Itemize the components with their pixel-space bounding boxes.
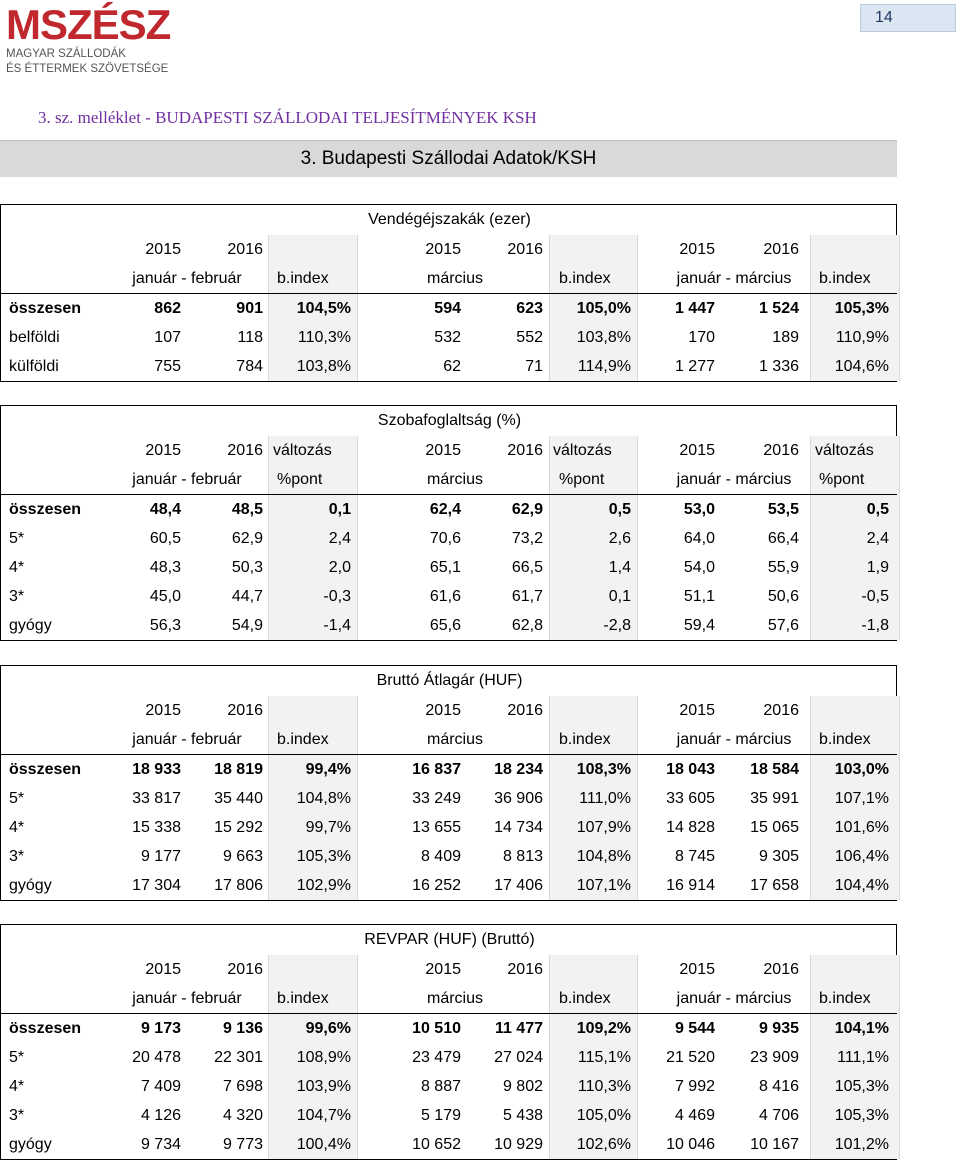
table-cell: 61,7 — [511, 587, 543, 605]
table-cell: 105,3% — [834, 299, 889, 317]
table-cell: 17 304 — [132, 876, 181, 894]
period-header-row — [1, 465, 896, 494]
row-label: gyógy — [9, 1135, 52, 1153]
year-header-cell: 2015 — [145, 960, 181, 978]
table-cell: 8 813 — [502, 847, 543, 865]
table-cell: 51,1 — [683, 587, 715, 605]
table-cell: 53,0 — [683, 500, 715, 518]
period-header-cell: március — [426, 989, 483, 1007]
table-row — [1, 553, 896, 582]
table-cell: 57,6 — [767, 616, 799, 634]
table-cell: 100,4% — [296, 1135, 351, 1153]
table-cell: 33 605 — [666, 789, 715, 807]
table-cell: 532 — [434, 328, 461, 346]
row-label: 4* — [9, 818, 25, 836]
year-header-cell: 2016 — [763, 240, 799, 258]
table-cell: 102,6% — [576, 1135, 631, 1153]
table-cell: 4 320 — [222, 1106, 263, 1124]
table-cell: 65,1 — [429, 558, 461, 576]
table-cell: 901 — [236, 299, 263, 317]
table-cell: 8 745 — [674, 847, 715, 865]
period-header-cell: %pont — [819, 470, 865, 488]
table-cell: 103,8% — [576, 328, 631, 346]
table-cell: 7 992 — [674, 1077, 715, 1095]
table-cell: 108,9% — [296, 1048, 351, 1066]
table-cell: 101,6% — [834, 818, 889, 836]
table-cell: 9 305 — [758, 847, 799, 865]
table-cell: 55,9 — [767, 558, 799, 576]
table-cell: 104,4% — [834, 876, 889, 894]
table-row — [1, 352, 896, 381]
row-label: gyógy — [9, 616, 52, 634]
table-cell: 10 652 — [412, 1135, 461, 1153]
row-label: 4* — [9, 558, 25, 576]
table-cell: 107,1% — [576, 876, 631, 894]
data-table — [0, 665, 897, 901]
row-label: 3* — [9, 587, 25, 605]
period-header-cell: március — [426, 730, 483, 748]
table-cell: 33 249 — [412, 789, 461, 807]
table-row — [1, 842, 896, 871]
period-header-cell: b.index — [819, 730, 871, 748]
table-cell: 103,0% — [834, 760, 889, 778]
table-cell: 189 — [772, 328, 799, 346]
table-cell: 4 126 — [140, 1106, 181, 1124]
data-table — [0, 924, 897, 1160]
row-label: gyógy — [9, 876, 52, 894]
table-cell: 18 933 — [132, 760, 181, 778]
table-cell: 70,6 — [429, 529, 461, 547]
table-cell: 105,3% — [834, 1106, 889, 1124]
table-cell: -2,8 — [603, 616, 631, 634]
table-cell: 862 — [154, 299, 181, 317]
table-cell: 21 520 — [666, 1048, 715, 1066]
logo-mark: MSZÉSZ — [6, 1, 171, 48]
table-cell: 73,2 — [511, 529, 543, 547]
table-cell: 62,9 — [511, 500, 543, 518]
data-table — [0, 405, 897, 641]
row-label: összesen — [9, 1019, 82, 1037]
table-cell: 20 478 — [132, 1048, 181, 1066]
period-header-cell: január - február — [132, 730, 242, 748]
period-header-cell: január - február — [132, 269, 242, 287]
table-cell: 110,9% — [835, 328, 889, 346]
table-cell: 18 584 — [750, 760, 799, 778]
table-cell: 108,3% — [576, 760, 631, 778]
table-cell: 8 887 — [420, 1077, 461, 1095]
year-header-cell: 2016 — [227, 701, 263, 719]
table-cell: 10 046 — [666, 1135, 715, 1153]
table-row — [1, 813, 896, 842]
table-cell: 44,7 — [231, 587, 263, 605]
table-cell: 105,0% — [576, 299, 631, 317]
table-cell: 4 469 — [674, 1106, 715, 1124]
year-header-cell: 2016 — [227, 441, 263, 459]
table-title-row — [1, 925, 896, 955]
period-header-cell: január - március — [676, 730, 792, 748]
section-banner: 3. Budapesti Szállodai Adatok/KSH — [0, 140, 897, 177]
table-cell: 8 409 — [420, 847, 461, 865]
table-cell: 111,1% — [837, 1048, 889, 1066]
table-cell: 1 447 — [674, 299, 715, 317]
table-cell: 99,7% — [305, 818, 351, 836]
table-cell: -1,8 — [861, 616, 889, 634]
table-cell: 62 — [443, 357, 461, 375]
table-cell: 9 734 — [140, 1135, 181, 1153]
table-cell: 0,5 — [608, 500, 631, 518]
table-cell: 107 — [154, 328, 181, 346]
table-row — [1, 323, 896, 352]
table-cell: 10 167 — [750, 1135, 799, 1153]
period-header-row — [1, 984, 896, 1013]
period-header-cell: %pont — [277, 470, 323, 488]
period-header-cell: b.index — [559, 989, 611, 1007]
table-cell: 104,7% — [296, 1106, 351, 1124]
year-header-cell: 2015 — [425, 240, 461, 258]
table-row — [1, 871, 896, 900]
year-header-cell: 2015 — [679, 240, 715, 258]
table-row — [1, 1013, 896, 1043]
table-cell: 4 706 — [758, 1106, 799, 1124]
table-cell: 48,3 — [149, 558, 181, 576]
table-cell: 16 837 — [412, 760, 461, 778]
table-cell: 170 — [688, 328, 715, 346]
table-cell: 9 935 — [758, 1019, 799, 1037]
table-cell: 48,5 — [231, 500, 263, 518]
table-cell: 101,2% — [834, 1135, 889, 1153]
year-header-cell: 2015 — [145, 240, 181, 258]
table-cell: 109,2% — [576, 1019, 631, 1037]
table-cell: 62,9 — [231, 529, 263, 547]
table-row — [1, 582, 896, 611]
table-cell: 35 440 — [214, 789, 263, 807]
table-cell: 105,3% — [296, 847, 351, 865]
table-cell: 9 544 — [674, 1019, 715, 1037]
year-header-cell: 2016 — [227, 960, 263, 978]
year-header-cell: 2015 — [679, 701, 715, 719]
table-cell: 106,4% — [834, 847, 889, 865]
table-cell: 2,0 — [328, 558, 351, 576]
table-cell: 103,8% — [296, 357, 351, 375]
table-cell: 755 — [154, 357, 181, 375]
table-title: Vendégéjszakák (ezer) — [368, 211, 531, 228]
row-label: külföldi — [9, 357, 59, 375]
table-cell: 1 277 — [674, 357, 715, 375]
table-cell: 14 828 — [666, 818, 715, 836]
table-cell: -0,5 — [861, 587, 889, 605]
period-header-cell: január - március — [676, 269, 792, 287]
row-label: 3* — [9, 1106, 25, 1124]
table-cell: -0,3 — [323, 587, 351, 605]
table-cell: 5 438 — [502, 1106, 543, 1124]
row-label: 5* — [9, 1048, 25, 1066]
table-cell: 8 416 — [758, 1077, 799, 1095]
table-cell: 9 136 — [222, 1019, 263, 1037]
table-row — [1, 293, 896, 323]
table-cell: 107,9% — [576, 818, 631, 836]
table-cell: 107,1% — [834, 789, 889, 807]
table-cell: 53,5 — [767, 500, 799, 518]
table-cell: 7 698 — [222, 1077, 263, 1095]
table-cell: 7 409 — [140, 1077, 181, 1095]
table-cell: 111,0% — [579, 789, 631, 807]
appendix-heading: 3. sz. melléklet - BUDAPESTI SZÁLLODAI TELJESÍTMÉNYEK KSH — [38, 108, 537, 127]
year-header-cell: 2016 — [507, 960, 543, 978]
row-label: összesen — [9, 299, 82, 317]
table-cell: 27 024 — [494, 1048, 543, 1066]
table-title: Bruttó Átlagár (HUF) — [376, 672, 523, 689]
table-cell: 15 292 — [214, 818, 263, 836]
period-header-cell: b.index — [277, 730, 329, 748]
year-header-cell: 2015 — [425, 960, 461, 978]
table-cell: 0,5 — [866, 500, 889, 518]
year-header-row — [1, 696, 896, 725]
table-cell: 623 — [516, 299, 543, 317]
table-cell: 9 173 — [140, 1019, 181, 1037]
table-cell: 45,0 — [149, 587, 181, 605]
table-row — [1, 1043, 896, 1072]
table-row — [1, 494, 896, 524]
table-cell: 16 252 — [412, 876, 461, 894]
row-label: 5* — [9, 529, 25, 547]
table-cell: 36 906 — [494, 789, 543, 807]
year-header-cell: 2016 — [763, 960, 799, 978]
table-cell: 64,0 — [683, 529, 715, 547]
table-cell: 10 929 — [494, 1135, 543, 1153]
table-cell: 5 179 — [420, 1106, 461, 1124]
table-row — [1, 611, 896, 640]
row-label: belföldi — [9, 328, 60, 346]
table-title-row — [1, 406, 896, 436]
row-label: 4* — [9, 1077, 25, 1095]
table-cell: 48,4 — [149, 500, 181, 518]
table-cell: 2,4 — [866, 529, 889, 547]
table-cell: 71 — [525, 357, 543, 375]
year-header-cell: 2016 — [507, 240, 543, 258]
table-cell: 17 658 — [750, 876, 799, 894]
table-cell: 50,3 — [231, 558, 263, 576]
period-header-cell: január - február — [132, 989, 242, 1007]
page-number: 14 — [860, 4, 956, 32]
period-header-cell: %pont — [559, 470, 605, 488]
table-title-row — [1, 666, 896, 696]
table-cell: 104,8% — [296, 789, 351, 807]
period-header-cell: b.index — [559, 730, 611, 748]
table-cell: 17 406 — [494, 876, 543, 894]
table-cell: 60,5 — [149, 529, 181, 547]
year-header-cell: 2016 — [507, 701, 543, 719]
table-cell: 50,6 — [767, 587, 799, 605]
year-header-cell: 2015 — [679, 441, 715, 459]
table-cell: 18 819 — [214, 760, 263, 778]
year-header-row — [1, 436, 896, 465]
table-cell: 17 806 — [214, 876, 263, 894]
table-cell: 62,4 — [429, 500, 461, 518]
table-cell: 594 — [434, 299, 461, 317]
table-cell: 59,4 — [683, 616, 715, 634]
table-cell: 23 479 — [412, 1048, 461, 1066]
table-cell: 15 338 — [132, 818, 181, 836]
table-cell: 66,4 — [767, 529, 799, 547]
table-cell: 16 914 — [666, 876, 715, 894]
table-title-row — [1, 205, 896, 235]
table-title: Szobafoglaltság (%) — [377, 412, 522, 429]
table-cell: 552 — [516, 328, 543, 346]
table-cell: 2,6 — [608, 529, 631, 547]
period-header-cell: március — [426, 470, 483, 488]
year-header-row — [1, 955, 896, 984]
period-header-cell: b.index — [277, 989, 329, 1007]
table-cell: 0,1 — [608, 587, 631, 605]
period-header-row — [1, 264, 896, 293]
table-cell: 99,6% — [305, 1019, 351, 1037]
period-header-cell: b.index — [277, 269, 329, 287]
table-cell: 1,9 — [866, 558, 889, 576]
table-cell: 104,8% — [576, 847, 631, 865]
table-title: REVPAR (HUF) (Bruttó) — [364, 931, 535, 948]
year-header-cell: 2015 — [145, 441, 181, 459]
table-cell: 13 655 — [412, 818, 461, 836]
mszesz-logo — [6, 1, 171, 84]
year-header-cell: 2015 — [425, 441, 461, 459]
table-cell: 1 336 — [758, 357, 799, 375]
table-cell: 9 802 — [502, 1077, 543, 1095]
table-cell: 9 663 — [222, 847, 263, 865]
table-cell: 110,3% — [297, 328, 351, 346]
table-cell: 56,3 — [149, 616, 181, 634]
year-header-cell: 2016 — [227, 240, 263, 258]
logo-line-1: MAGYAR SZÁLLODÁK — [6, 48, 126, 60]
table-cell: 105,0% — [576, 1106, 631, 1124]
year-header-cell: változás — [273, 441, 332, 459]
table-cell: 65,6 — [429, 616, 461, 634]
table-cell: 62,8 — [511, 616, 543, 634]
year-header-cell: 2015 — [679, 960, 715, 978]
table-row — [1, 524, 896, 553]
row-label: 5* — [9, 789, 25, 807]
logo-line-2: ÉS ÉTTERMEK SZÖVETSÉGE — [6, 63, 169, 75]
period-header-cell: b.index — [819, 989, 871, 1007]
table-cell: 10 510 — [412, 1019, 461, 1037]
table-row — [1, 784, 896, 813]
period-header-row — [1, 725, 896, 754]
table-cell: -1,4 — [323, 616, 351, 634]
year-header-cell: 2016 — [763, 441, 799, 459]
table-cell: 23 909 — [750, 1048, 799, 1066]
table-cell: 22 301 — [214, 1048, 263, 1066]
table-cell: 9 177 — [140, 847, 181, 865]
table-cell: 114,9% — [577, 357, 631, 375]
data-table — [0, 204, 897, 382]
table-cell: 54,0 — [683, 558, 715, 576]
table-cell: 99,4% — [305, 760, 351, 778]
row-label: 3* — [9, 847, 25, 865]
table-cell: 784 — [236, 357, 263, 375]
year-header-cell: változás — [815, 441, 874, 459]
table-cell: 15 065 — [750, 818, 799, 836]
table-cell: 11 477 — [494, 1019, 543, 1037]
table-cell: 104,6% — [834, 357, 889, 375]
period-header-cell: b.index — [819, 269, 871, 287]
table-row — [1, 1072, 896, 1101]
table-cell: 118 — [237, 328, 263, 346]
table-row — [1, 1130, 896, 1159]
table-row — [1, 754, 896, 784]
year-header-cell: 2015 — [425, 701, 461, 719]
year-header-cell: 2015 — [145, 701, 181, 719]
table-cell: 9 773 — [222, 1135, 263, 1153]
table-cell: 104,1% — [834, 1019, 889, 1037]
table-cell: 14 734 — [494, 818, 543, 836]
year-header-row — [1, 235, 896, 264]
period-header-cell: b.index — [559, 269, 611, 287]
period-header-cell: január - március — [676, 989, 792, 1007]
table-row — [1, 1101, 896, 1130]
table-cell: 54,9 — [231, 616, 263, 634]
table-cell: 18 043 — [666, 760, 715, 778]
year-header-cell: 2016 — [763, 701, 799, 719]
table-cell: 33 817 — [132, 789, 181, 807]
row-label: összesen — [9, 500, 82, 518]
table-cell: 35 991 — [750, 789, 799, 807]
table-cell: 110,3% — [577, 1077, 631, 1095]
table-cell: 1,4 — [608, 558, 631, 576]
table-cell: 66,5 — [511, 558, 543, 576]
table-cell: 61,6 — [429, 587, 461, 605]
table-cell: 115,1% — [577, 1048, 631, 1066]
period-header-cell: január - február — [132, 470, 242, 488]
table-cell: 0,1 — [328, 500, 351, 518]
period-header-cell: március — [426, 269, 483, 287]
year-header-cell: 2016 — [507, 441, 543, 459]
table-cell: 105,3% — [834, 1077, 889, 1095]
table-cell: 2,4 — [328, 529, 351, 547]
table-cell: 18 234 — [494, 760, 543, 778]
period-header-cell: január - március — [676, 470, 792, 488]
table-cell: 102,9% — [296, 876, 351, 894]
row-label: összesen — [9, 760, 82, 778]
table-cell: 1 524 — [758, 299, 799, 317]
table-cell: 104,5% — [296, 299, 351, 317]
table-cell: 103,9% — [296, 1077, 351, 1095]
year-header-cell: változás — [553, 441, 612, 459]
